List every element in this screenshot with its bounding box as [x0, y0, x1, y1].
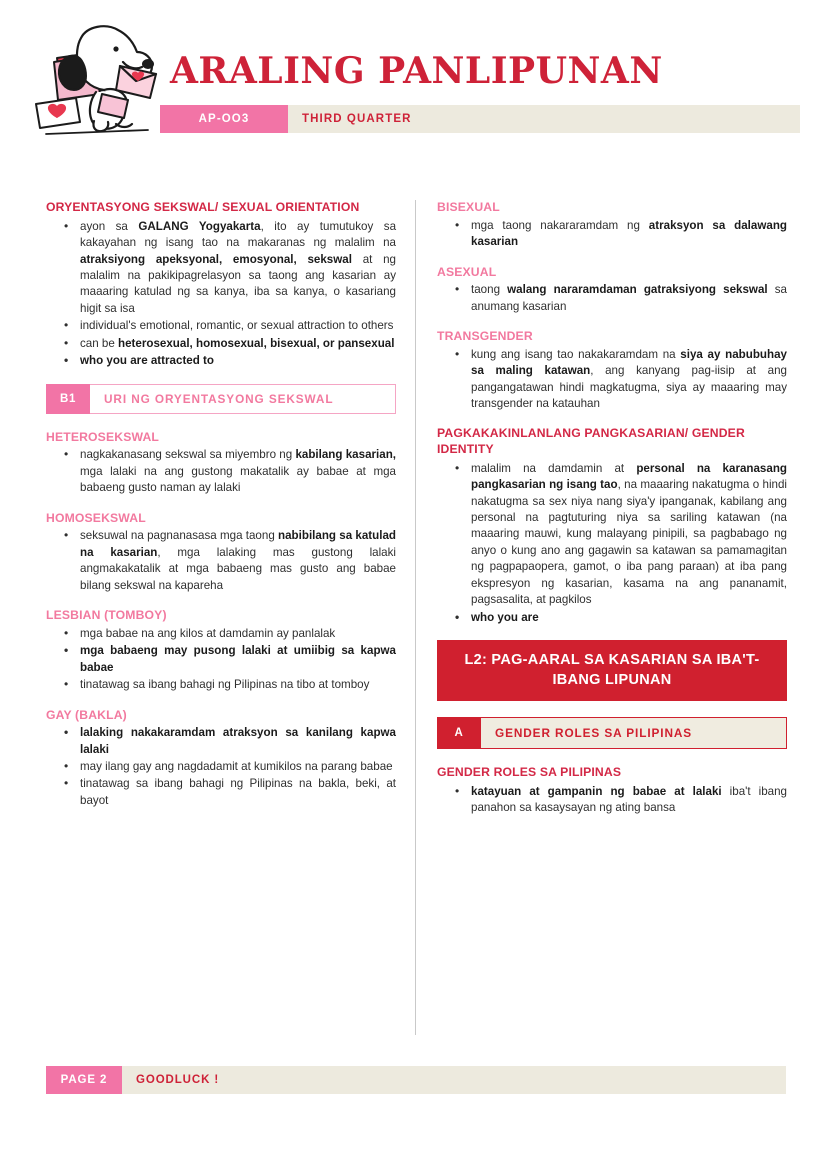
quarter-label: THIRD QUARTER	[302, 113, 412, 125]
subsection-heading-asexual: ASEXUAL	[437, 264, 497, 279]
page-header	[0, 0, 828, 150]
header-meta-bar	[160, 105, 800, 133]
bullet-list	[437, 282, 787, 315]
left-column	[46, 200, 396, 823]
bullet-list	[46, 447, 396, 496]
bullet-item: • lalaking nakakaramdam atraksyon sa kanilang kapwa lalaki	[80, 725, 396, 758]
bullet-list	[46, 626, 396, 694]
page-footer	[46, 1066, 786, 1094]
bullet-list	[46, 528, 396, 594]
bullet-item: • who you are attracted to	[80, 353, 396, 369]
right-column	[437, 200, 787, 831]
page-number-badge: PAGE 2	[46, 1066, 122, 1094]
subject-code-badge: AP-OO3	[160, 105, 288, 133]
subsection-heading-transgender: TRANSGENDER	[437, 329, 533, 344]
bullet-item: • mga taong nakararamdam ng atraksyon sa dalawang kasarian	[471, 218, 787, 251]
bullet-item: • who you are	[471, 610, 787, 626]
subsection-heading-gay-bakla: GAY (BAKLA)	[46, 707, 127, 722]
bullet-item: • katayuan at gampanin ng babae at lalaki iba't ibang panahon sa kasaysayan ng ating bansa	[471, 784, 787, 817]
label-box-b1	[46, 384, 396, 414]
bullet-item: • may ilang gay ang nagdadamit at kumikilos na parang babae	[80, 759, 396, 775]
label-box-tag: B1	[46, 384, 90, 414]
bullet-item: • tinatawag sa ibang bahagi ng Pilipinas na tibo at tomboy	[80, 677, 396, 693]
bullet-item: • taong walang nararamdaman gatraksiyong sekswal sa anumang kasarian	[471, 282, 787, 315]
bullet-item: • mga babaeng may pusong lalaki at umiibig sa kapwa babae	[80, 643, 396, 676]
section-heading-oryentasyong-sekswal-sexual-orientation: ORYENTASYONG SEKSWAL/ SEXUAL ORIENTATION	[46, 200, 360, 214]
bullet-list	[46, 725, 396, 809]
label-box-a	[437, 717, 787, 749]
bullet-item: • kung ang isang tao nakakaramdam na siya ay nabubuhay sa maling katawan, ang kanyang pag-iisip at ang pangangatawan hindi magkatugma, siya ay maaaring may transgender na katauhan	[471, 347, 787, 413]
page-title: ARALING PANLIPUNAN	[170, 50, 663, 92]
label-box-title: GENDER ROLES SA PILIPINAS	[481, 717, 787, 749]
bullet-item: • malalim na damdamin at personal na karanasang pangkasarian ng isang tao, na maaaring nakatugma o hindi nakatugma sa sex niya nang siya'y ipanganak, kabilang ang personal na pagtuturing niya sa sariling katawan (na maaaring mauwi, kung malayang pinipili, sa pagbabago ng anyo o kung ano ang gagawin sa katawan sa pamamagitan ng pagpapaopera, gamot, o iba pang paraan) at iba pang ekspresyon ng kasarian, kasama na ang pananamit, pagsasalita, at pagkilos	[471, 461, 787, 609]
bullet-item: • mga babae na ang kilos at damdamin ay panlalak	[80, 626, 396, 642]
bullet-item: • ayon sa GALANG Yogyakarta, ito ay tumutukoy sa kakayahan ng isang tao na makaranas ng malalim na atraksiyong apeksyonal, emosyonal, sekswal at ng malalim na pakikipagrelasyon sa taong ang kasarian ay maaaring katulad ng sa kanya, iba sa kanya, o kasariang higit sa isa	[80, 219, 396, 318]
bullet-item: • nagkakanasang sekswal sa miyembro ng kabilang kasarian, mga lalaki na ang gustong makatalik ay babae at mga babaeng gusto naman ay lalaki	[80, 447, 396, 496]
snoopy-with-valentine-letters-icon	[24, 18, 164, 140]
bullet-list	[46, 219, 396, 370]
label-box-title: URI NG ORYENTASYONG SEKSWAL	[90, 384, 396, 414]
lesson-banner: L2: PAG-AARAL SA KASARIAN SA IBA'T-IBANG LIPUNAN	[437, 640, 787, 701]
bullet-list	[437, 461, 787, 627]
subsection-heading-bisexual: BISEXUAL	[437, 200, 500, 214]
bullet-item: • individual's emotional, romantic, or sexual attraction to others	[80, 318, 396, 334]
footer-message: GOODLUCK !	[136, 1074, 220, 1086]
subsection-heading-homosekswal: HOMOSEKSWAL	[46, 510, 146, 525]
bullet-item: • tinatawag sa ibang bahagi ng Pilipinas na bakla, beki, at bayot	[80, 776, 396, 809]
bullet-item: • seksuwal na pagnanasasa mga taong nabibilang sa katulad na kasarian, mga lalaking mas gustong lalaki angmakakatalik at mga babaeng mas gusto ang babae bilang sekswal na kapareha	[80, 528, 396, 594]
bullet-item: • can be heterosexual, homosexual, bisexual, or pansexual	[80, 336, 396, 352]
subsection-heading-heterosekswal: HETEROSEKSWAL	[46, 429, 159, 444]
subsection-heading-lesbian-tomboy: LESBIAN (TOMBOY)	[46, 608, 167, 623]
bullet-list	[437, 218, 787, 251]
section-heading-gender-roles-sa-pilipinas: GENDER ROLES SA PILIPINAS	[437, 765, 622, 780]
label-box-tag: A	[437, 717, 481, 749]
bullet-list	[437, 347, 787, 413]
section-heading-pagkakakinlanlang-pangkasarian-gender-id: PAGKAKAKINLANLANG PANGKASARIAN/ GENDER IDENTITY	[437, 426, 745, 457]
column-divider	[415, 200, 416, 1035]
bullet-list	[437, 784, 787, 817]
